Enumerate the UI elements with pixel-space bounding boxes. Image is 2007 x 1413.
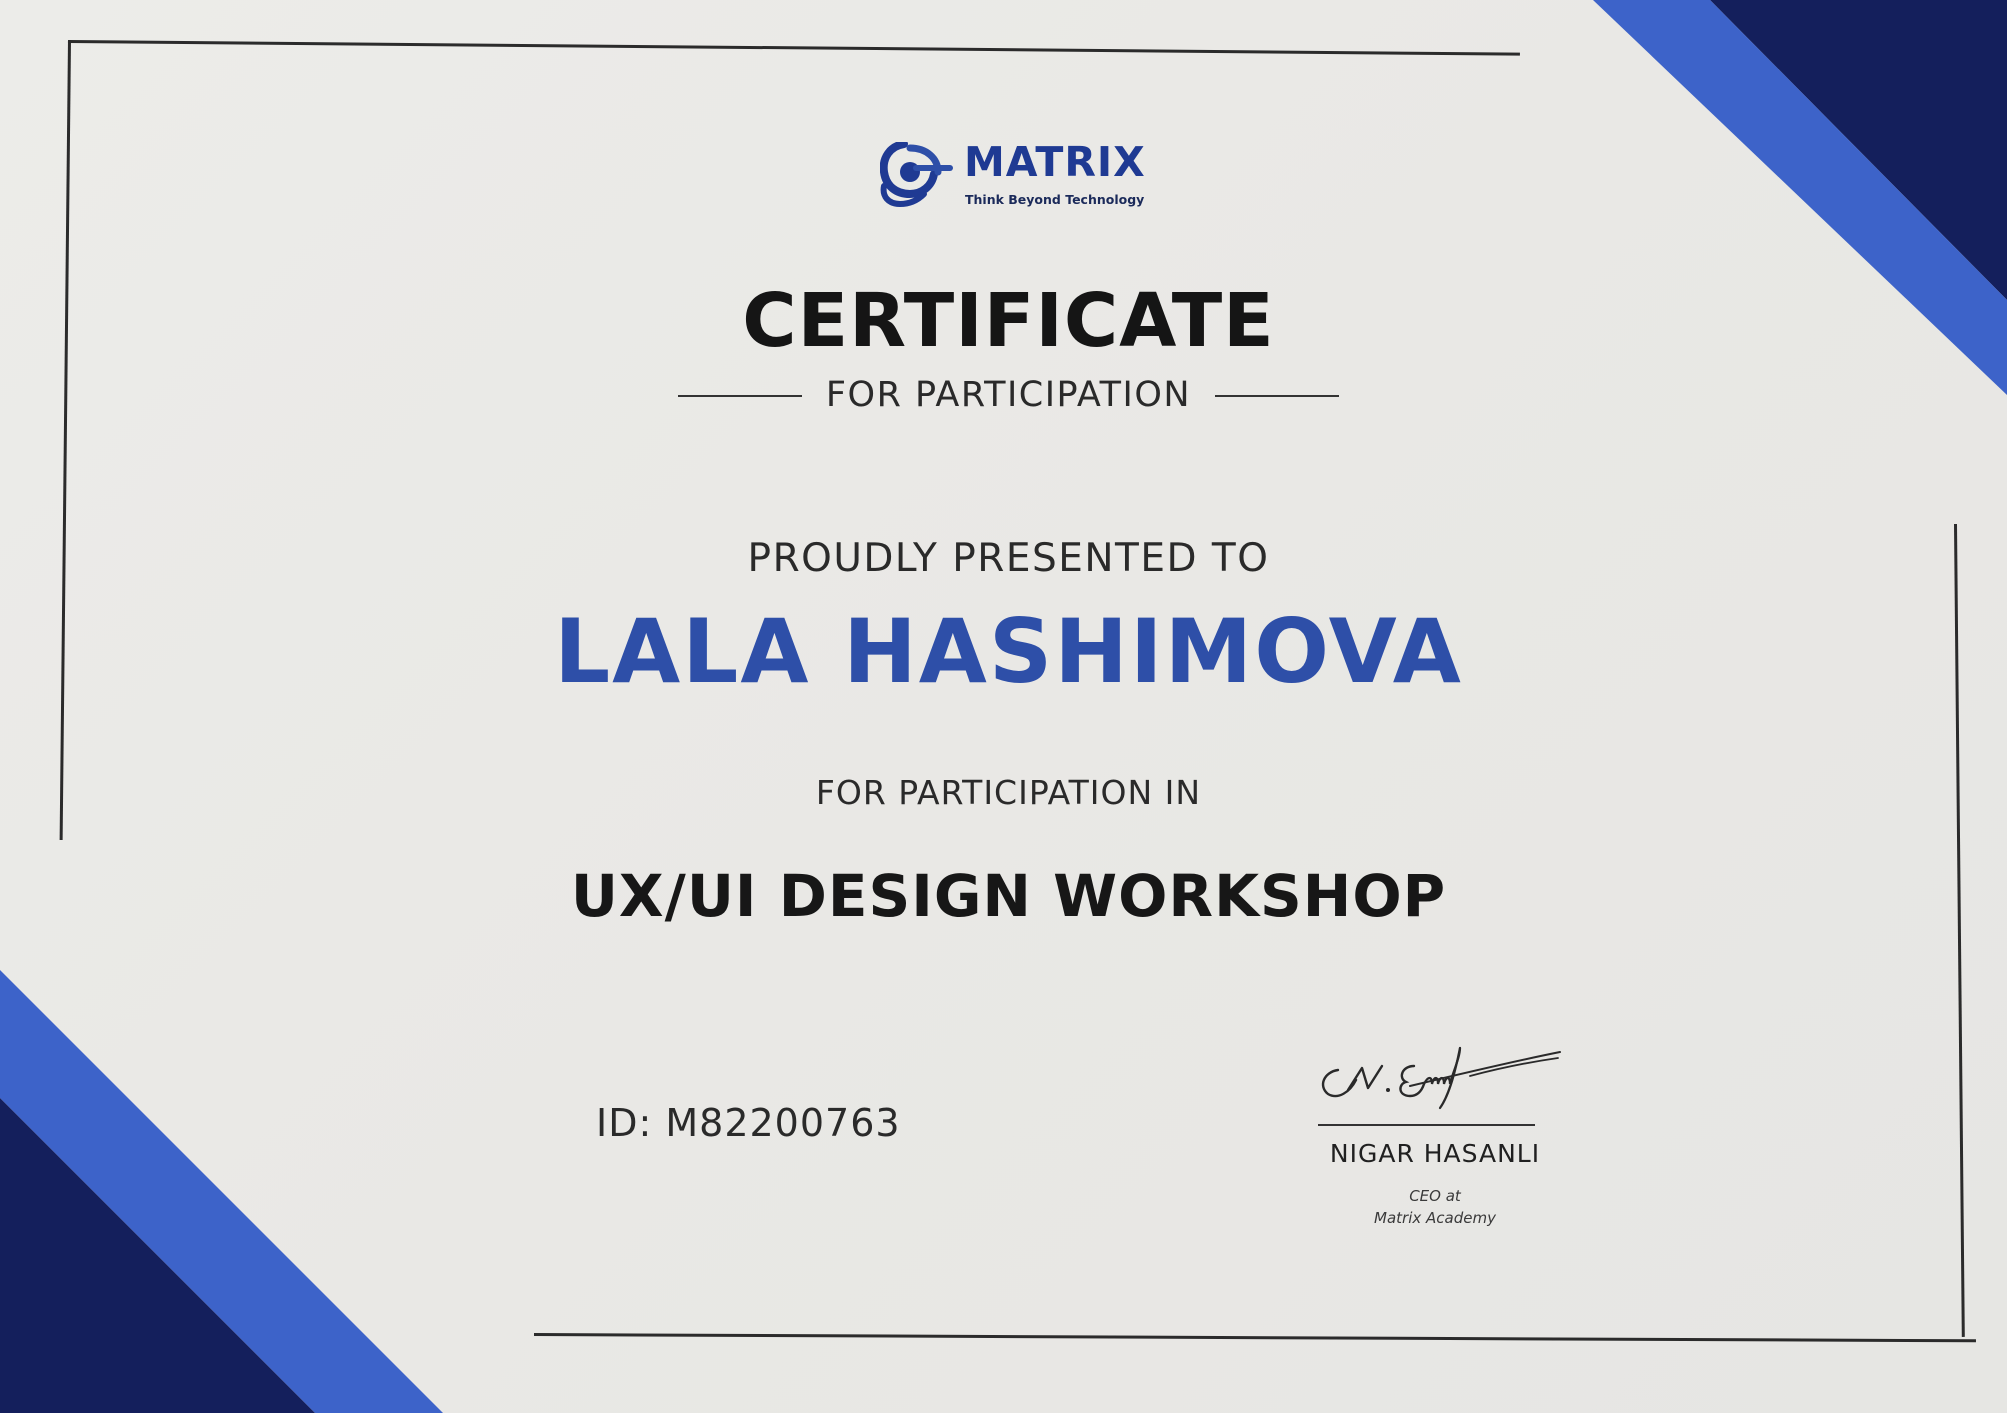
- signer-name: NIGAR HASANLI: [1329, 1139, 1541, 1168]
- signer-title-line2: Matrix Academy: [1374, 1208, 1496, 1227]
- subtitle-row: [0, 375, 2007, 415]
- certificate-subtitle: FOR PARTICIPATION: [825, 375, 1192, 415]
- participation-in-label: FOR PARTICIPATION IN: [815, 773, 1202, 812]
- subtitle-rule-left: [678, 395, 802, 397]
- certificate-title: CERTIFICATE: [742, 278, 1275, 364]
- signature-image: [1310, 1028, 1570, 1128]
- signer-title-line1: CEO at: [1409, 1187, 1461, 1205]
- signature-rule: [1318, 1124, 1535, 1126]
- matrix-logo-icon: [880, 142, 956, 208]
- subtitle-rule-right: [1215, 395, 1339, 397]
- certificate-id: ID: M82200763: [596, 1101, 901, 1145]
- course-name: UX/UI DESIGN WORKSHOP: [570, 862, 1447, 930]
- signer-title: [1270, 1186, 1600, 1230]
- recipient-name: LALA HASHIMOVA: [554, 600, 1463, 703]
- matrix-logo: [880, 138, 1170, 210]
- logo-tagline: Think Beyond Technology: [965, 192, 1145, 207]
- presented-to-label: PROUDLY PRESENTED TO: [747, 536, 1270, 581]
- logo-wordmark: MATRIX: [964, 138, 1146, 186]
